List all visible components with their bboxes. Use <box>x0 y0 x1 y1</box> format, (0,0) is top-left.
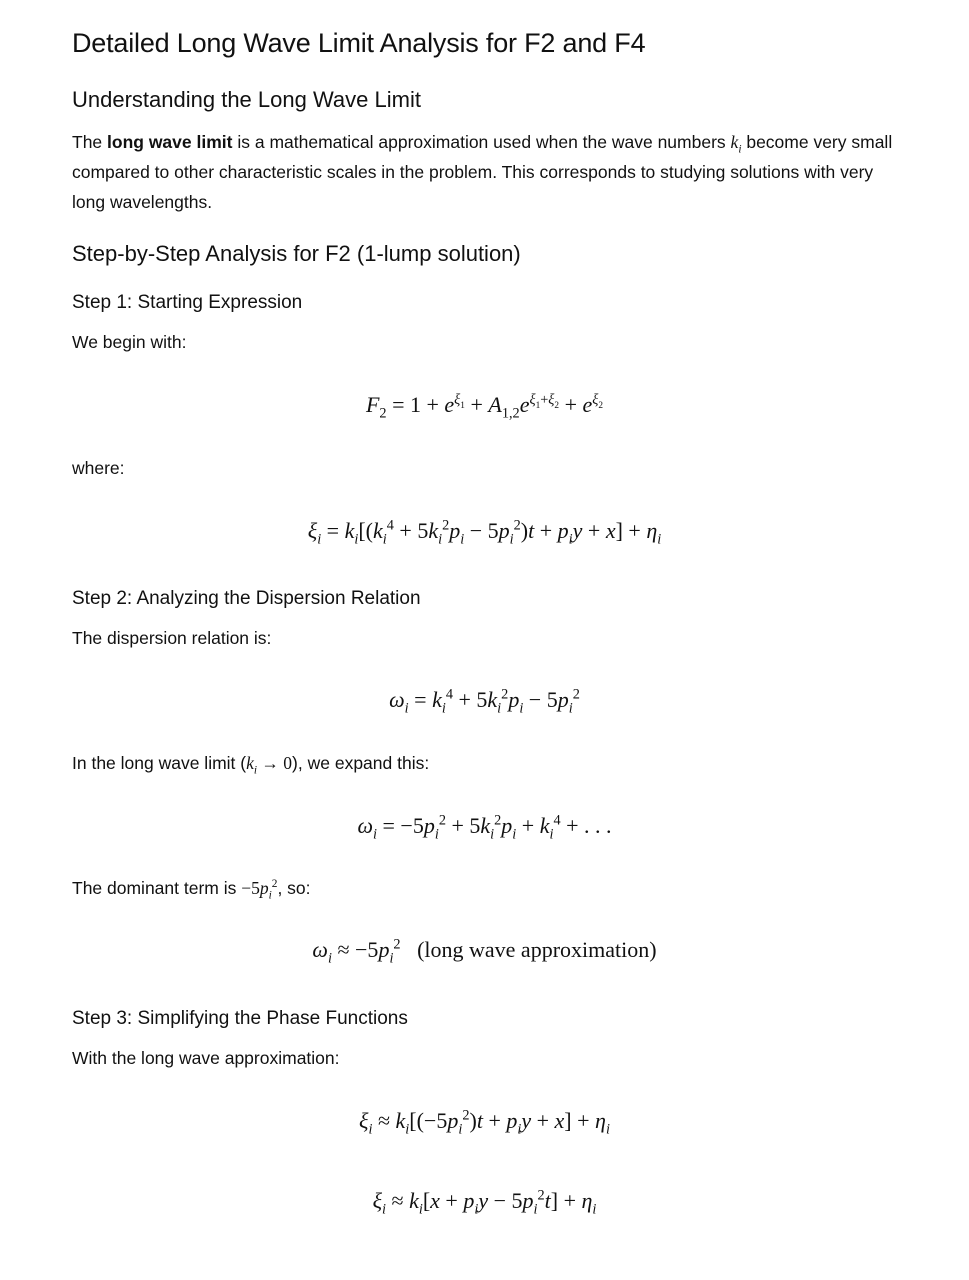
step2-heading: Step 2: Analyzing the Dispersion Relation <box>72 588 421 609</box>
step1-intro: We begin with: <box>72 332 187 352</box>
inline-math-dominant: $-5p_i^2$ <box>241 878 278 902</box>
equation-phase-1: $\xi_i \approx k_i[(-5p_i^2)t + p_iy + x] + \eta_i$ <box>359 1107 610 1138</box>
equation-xi: $\xi_i = k_i[(k_i^4 + 5k_i^2p_i - 5p_i^2)t + p_iy + x] + \eta_i$ <box>307 517 662 548</box>
bold-term: long wave limit <box>107 132 233 152</box>
step3-intro: With the long wave approximation: <box>72 1048 340 1068</box>
where-label: where: <box>72 458 125 478</box>
equation-phase-2: $\xi_i \approx k_i[x + p_iy - 5p_i^2t] + \eta_i$ <box>372 1187 597 1218</box>
long-wave-limit-text: In the long wave limit $(k_i \to 0)$, we expand this: <box>72 753 430 777</box>
equation-approx: $\omega_i \approx -5p_i^2$ (long wave approximation) <box>312 936 657 967</box>
intro-paragraph: The long wave limit is a mathematical approximation used when the wave numbers $k_i$ become very small compared to other characteristic scales in the problem. This corresponds to studying solutions with very long wavelengths. <box>72 132 893 212</box>
dominant-term-text: The dominant term is $-5p_i^2$, so: <box>72 878 311 902</box>
equation-dispersion: $\omega_i = k_i^4 + 5k_i^2p_i - 5p_i^2$ <box>389 686 580 717</box>
page-title: Detailed Long Wave Limit Analysis for F2 and F4 <box>72 28 646 58</box>
inline-math-limit: $k_i \to 0$ <box>246 753 293 777</box>
approx-label: (long wave approximation) <box>417 937 657 962</box>
step3-heading: Step 3: Simplifying the Phase Functions <box>72 1008 408 1029</box>
section-heading-f2: Step-by-Step Analysis for F2 (1-lump solution) <box>72 241 521 266</box>
equation-f2: $F_2 = 1 + e^{\xi_1} + A_{1,2}e^{\xi_1+\xi_2} + e^{\xi_2}$ <box>365 391 604 422</box>
section-heading-long-wave: Understanding the Long Wave Limit <box>72 87 421 112</box>
equation-expansion: $\omega_i = -5p_i^2 + 5k_i^2p_i + k_i^4$ + . . . <box>357 812 612 843</box>
step1-heading: Step 1: Starting Expression <box>72 292 303 313</box>
step2-intro: The dispersion relation is: <box>72 628 272 648</box>
inline-math-ki: $k_i$ <box>730 132 742 156</box>
